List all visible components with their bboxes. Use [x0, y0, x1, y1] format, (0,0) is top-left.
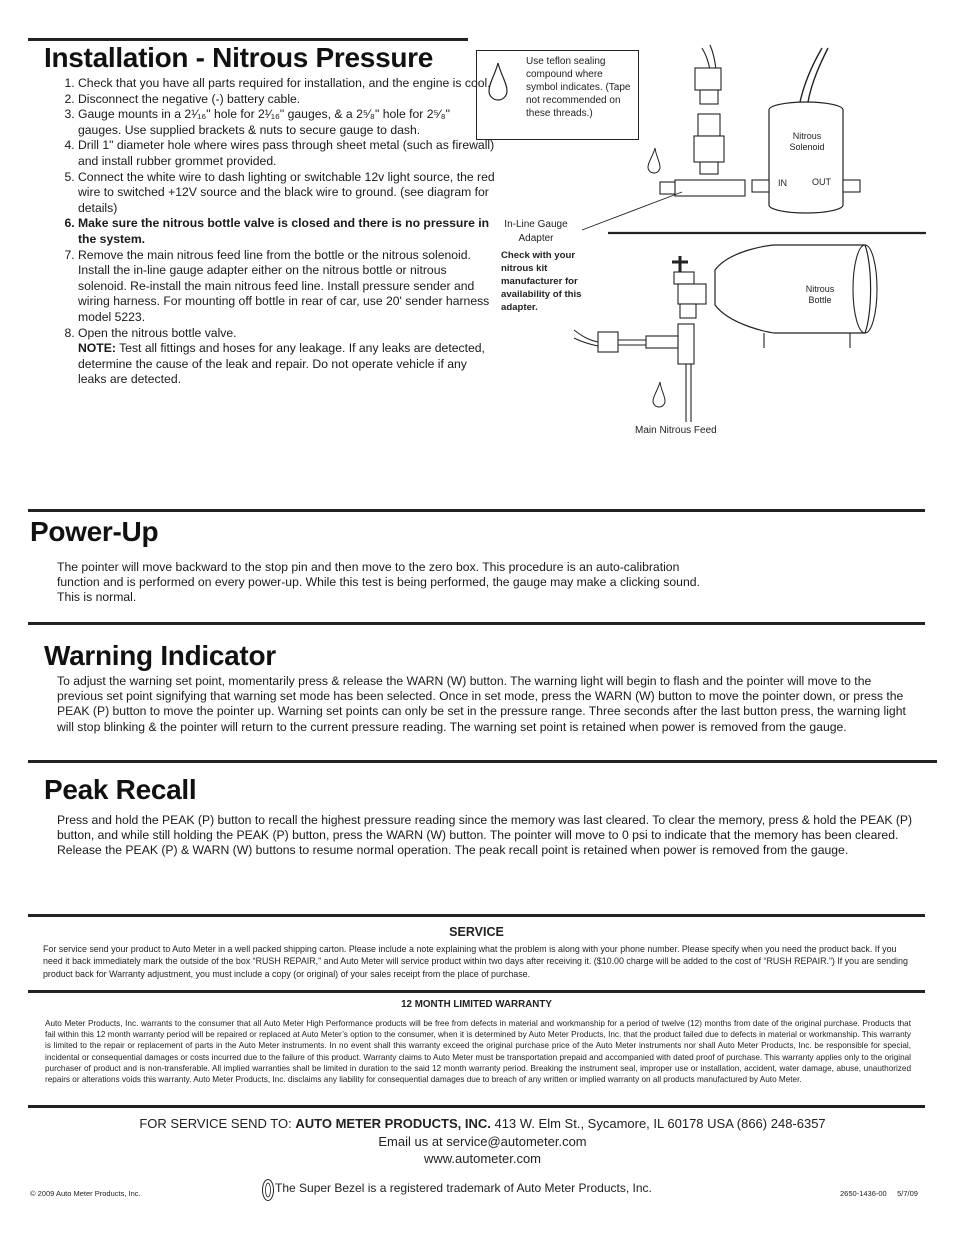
warranty-rule: [28, 990, 925, 993]
top-rule: [28, 38, 468, 41]
powerup-title: Power-Up: [30, 516, 159, 547]
solenoid-out-label: OUT: [812, 177, 831, 187]
contact-company: AUTO METER PRODUCTS, INC.: [295, 1116, 491, 1131]
install-step-3: 3. Gauge mounts in a 2¹⁄₁₆" hole for 2¹⁄₁₆" gauges, & a 2⁵⁄₈" hole for 2⁵⁄₈" gauges. Use supplied brackets & nuts to secure gauge to dash.: [78, 107, 496, 138]
contact-rule: [28, 1105, 925, 1108]
powerup-rule: [28, 509, 925, 512]
install-step-8: [78, 326, 496, 388]
powerup-text: The pointer will move backward to the stop pin and then move to the zero box. This procedure is an auto-calibration function and is performed on every power-up. While this test is being performed, the gauge may make a clicking sound. This is normal.: [57, 560, 700, 605]
contact-prefix: FOR SERVICE SEND TO:: [139, 1116, 296, 1131]
install-step-6: 6. Make sure the nitrous bottle valve is closed and there is no pressure in the system.: [78, 216, 496, 247]
service-text: For service send your product to Auto Meter in a well packed shipping carton. Please include a note explaining what the problem is along with your phone number. Please specify when you need the product back. If you need it back immediately mark the outside of the box “RUSH REPAIR,” and Auto Meter will service product within two days after receiving it. ($10.00 charge will be added to the cost of “RUSH REPAIR.”) If you are sending product back for Warranty adjustment, you must include a copy (or original) of your sales receipt from the place of purchase.: [43, 944, 908, 979]
install-step-2: 2. Disconnect the negative (-) battery cable.: [78, 92, 496, 108]
warning-text: To adjust the warning set point, momentarily press & release the WARN (W) button. The warning light will begin to flash and the pointer will move to the previous set point signifying that warning set mode has been selected. Once in set mode, press the WARN (W) button to move the pointer down, or press the PEAK (P) button to move the pointer up. Warning set points can only be set in the pressure range. Three seconds after the last button press, the warning light will stop blinking & the pointer will return to the current pressure reading. The warning set point is retained when power is removed from the gauge.: [57, 674, 906, 734]
service-rule: [28, 914, 925, 917]
bottle-label: Nitrous Bottle: [805, 284, 835, 306]
install-step-1: 1. Check that you have all parts required for installation, and the engine is cool.: [78, 76, 496, 92]
warranty-text: Auto Meter Products, Inc. warrants to the consumer that all Auto Meter High Performance products will be free from defects in material and workmanship for a period of twelve (12) months from date of the original purchase. Products that fail within this 12 month warranty period will be repaired or replaced at Auto Meter’s option to the consumer, when it is determined by Auto Meter Products, Inc. that the product failed due to defects in material or workmanship. This warranty is limited to the repair or replacement of parts in the Auto Meter instruments. In no event shall this warranty exceed the original purchase price of the Auto Meter instruments nor shall Auto Meter Products, Inc. be responsible for special, incidental or consequential damages or costs incurred due to the failure of this product. Warranty claims to Auto Meter must be transportation prepaid and accompanied with dated proof of purchase. This warranty applies only to the original purchaser of product and is non-transferable. All implied warranties shall be limited in duration to the said 12 month warranty period. Breaking the instrument seal, improper use or installation, accident, water damage, abuse, unauthorized repairs or alterations voids this warranty. Auto Meter Products, Inc. disclaims any liability for consequential damages due to breach of any written or implied warranty on all products manufactured by Auto Meter.: [45, 1019, 911, 1085]
contact-address: [28, 1115, 937, 1132]
contact-email: Email us at service@autometer.com: [378, 1134, 587, 1149]
footer-code: 2650-1436-00 5/7/09: [840, 1189, 918, 1198]
footer-trademark: The Super Bezel is a registered trademark of Auto Meter Products, Inc.: [275, 1181, 652, 1195]
footer-copyright: © 2009 Auto Meter Products, Inc.: [30, 1189, 141, 1198]
install-step-5: 5. Connect the white wire to dash lighting or switchable 12v light source, the red wire to switched +12V source and the black wire to ground. (see diagram for details): [78, 170, 496, 217]
install-title: Installation - Nitrous Pressure: [44, 42, 434, 73]
solenoid-in-label: IN: [778, 178, 787, 188]
warning-rule: [28, 622, 925, 625]
warranty-title: 12 MONTH LIMITED WARRANTY: [401, 999, 552, 1010]
solenoid-label: Nitrous Solenoid: [789, 131, 825, 153]
adapter-note: Check with your nitrous kit manufacturer for availability of this adapter.: [501, 250, 582, 313]
peak-rule: [28, 760, 937, 763]
contact-web: www.autometer.com: [423, 1151, 542, 1166]
install-note-label: NOTE:: [78, 341, 116, 356]
peak-title: Peak Recall: [44, 774, 197, 805]
install-note-text: Test all fittings and hoses for any leakage. If any leaks are detected, determine the cause of the leak and repair. Do not operate vehicle if any leaks are detected.: [78, 341, 485, 387]
peak-text: Press and hold the PEAK (P) button to recall the highest pressure reading since the memory was last cleared. To clear the memory, press & hold the PEAK (P) button, and while still holding the PEAK (P) button, press the WARN (W) button. The pointer will move to 0 psi to indicate that the memory has been cleared. Release the PEAK (P) & WARN (W) buttons to resume normal operation. The peak recall point is retained when power is removed from the gauge.: [57, 813, 913, 858]
install-step-4: 4. Drill 1" diameter hole where wires pass through sheet metal (such as firewall) and install rubber grommet provided.: [78, 138, 496, 169]
install-steps-list: [42, 76, 496, 388]
feed-label: Main Nitrous Feed: [635, 425, 717, 436]
contact-street: 413 W. Elm St., Sycamore, IL 60178 USA (866) 248-6357: [490, 1116, 826, 1131]
install-step-8-text: Open the nitrous bottle valve.: [78, 325, 237, 340]
service-title: SERVICE: [449, 925, 504, 939]
install-step-7: 7. Remove the main nitrous feed line from the bottle or the nitrous solenoid. Install the in-line gauge adapter either on the nitrous bottle or nitrous solenoid. Re-install the main nitrous feed line. Install pressure sender and wiring harness. For mounting off bottle in rear of car, use 20' sender harness model 5223.: [78, 248, 496, 326]
teflon-note-text: Use teflon sealing compound where symbol indicates. (Tape not recommended on these threads.): [526, 56, 631, 119]
super-bezel-logo-icon: [261, 1178, 275, 1202]
warning-title: Warning Indicator: [44, 640, 276, 671]
adapter-label: In-Line Gauge Adapter: [504, 219, 568, 244]
